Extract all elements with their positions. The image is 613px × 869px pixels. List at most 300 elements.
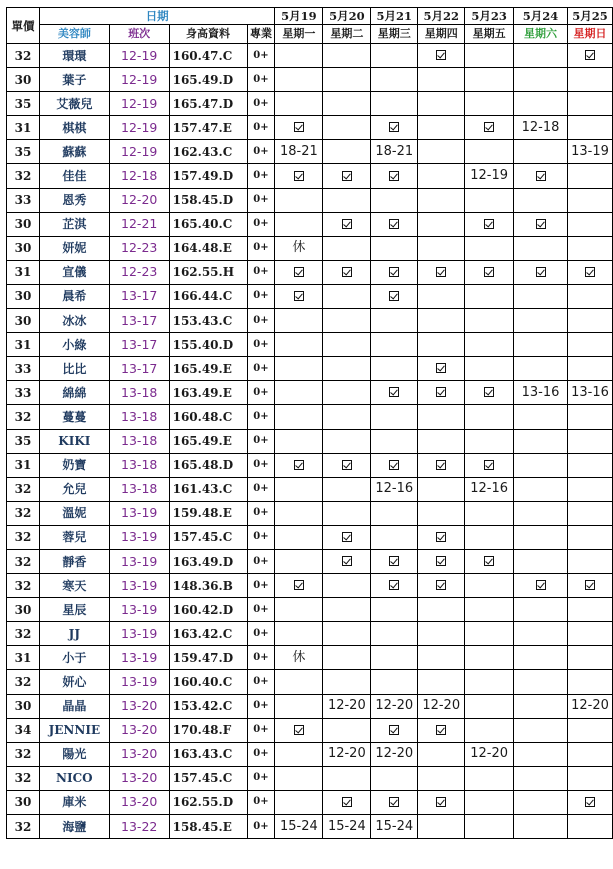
stylist-name-cell: 星辰 bbox=[39, 598, 109, 622]
shift-cell: 13-18 bbox=[109, 429, 169, 453]
schedule-cell bbox=[371, 381, 418, 405]
schedule-cell bbox=[514, 790, 568, 814]
stylist-name-cell: NICO bbox=[39, 766, 109, 790]
schedule-cell bbox=[418, 405, 465, 429]
shift-cell: 12-19 bbox=[109, 68, 169, 92]
schedule-cell bbox=[418, 188, 465, 212]
schedule-cell bbox=[275, 92, 323, 116]
schedule-cell bbox=[514, 718, 568, 742]
schedule-cell bbox=[567, 790, 612, 814]
stylist-header: 美容師 bbox=[39, 25, 109, 44]
schedule-cell bbox=[275, 429, 323, 453]
schedule-cell bbox=[418, 501, 465, 525]
schedule-cell bbox=[275, 405, 323, 429]
price-cell: 30 bbox=[7, 598, 40, 622]
day-date: 5月19 bbox=[275, 8, 323, 25]
checkbox-checked-icon bbox=[389, 556, 399, 566]
schedule-cell bbox=[371, 525, 418, 549]
table-row bbox=[7, 718, 613, 742]
shift-cell: 13-22 bbox=[109, 815, 169, 839]
height-info-cell: 153.43.C bbox=[169, 309, 247, 333]
professional-cell: 0+ bbox=[247, 357, 275, 381]
height-info-cell: 159.47.D bbox=[169, 646, 247, 670]
schedule-cell bbox=[465, 501, 514, 525]
professional-cell: 0+ bbox=[247, 477, 275, 501]
checkbox-checked-icon bbox=[436, 797, 446, 807]
checkbox-checked-icon bbox=[294, 291, 304, 301]
schedule-cell bbox=[465, 333, 514, 357]
price-cell: 32 bbox=[7, 766, 40, 790]
shift-cell: 12-19 bbox=[109, 44, 169, 68]
schedule-cell bbox=[465, 381, 514, 405]
schedule-cell bbox=[514, 333, 568, 357]
schedule-cell bbox=[371, 574, 418, 598]
weekday-label: 星期四 bbox=[418, 25, 465, 44]
shift-cell: 13-17 bbox=[109, 309, 169, 333]
schedule-cell bbox=[465, 525, 514, 549]
table-row bbox=[7, 68, 613, 92]
height-info-cell: 163.49.E bbox=[169, 381, 247, 405]
schedule-cell bbox=[514, 549, 568, 573]
stylist-name-cell: 陽光 bbox=[39, 742, 109, 766]
schedule-cell: 15-24 bbox=[323, 815, 371, 839]
schedule-cell bbox=[371, 188, 418, 212]
height-info-cell: 162.55.H bbox=[169, 260, 247, 284]
schedule-cell bbox=[323, 405, 371, 429]
schedule-cell bbox=[567, 429, 612, 453]
price-cell: 32 bbox=[7, 549, 40, 573]
table-row bbox=[7, 164, 613, 188]
height-info-cell: 162.55.D bbox=[169, 790, 247, 814]
stylist-name-cell: 芷淇 bbox=[39, 212, 109, 236]
schedule-cell bbox=[275, 598, 323, 622]
schedule-cell bbox=[323, 140, 371, 164]
professional-cell: 0+ bbox=[247, 44, 275, 68]
shift-cell: 13-19 bbox=[109, 525, 169, 549]
table-row bbox=[7, 670, 613, 694]
schedule-cell: 18-21 bbox=[371, 140, 418, 164]
schedule-cell bbox=[371, 766, 418, 790]
schedule-cell bbox=[275, 694, 323, 718]
schedule-cell bbox=[465, 260, 514, 284]
price-cell: 31 bbox=[7, 260, 40, 284]
height-info-cell: 165.40.C bbox=[169, 212, 247, 236]
weekday-label: 星期一 bbox=[275, 25, 323, 44]
professional-cell: 0+ bbox=[247, 622, 275, 646]
stylist-name-cell: 艾薇兒 bbox=[39, 92, 109, 116]
shift-cell: 12-23 bbox=[109, 260, 169, 284]
schedule-cell bbox=[418, 309, 465, 333]
shift-cell: 12-23 bbox=[109, 236, 169, 260]
price-cell: 31 bbox=[7, 453, 40, 477]
weekday-label-saturday: 星期六 bbox=[514, 25, 568, 44]
schedule-cell bbox=[418, 164, 465, 188]
checkbox-checked-icon bbox=[536, 219, 546, 229]
height-info-cell: 166.44.C bbox=[169, 284, 247, 308]
schedule-cell bbox=[465, 549, 514, 573]
checkbox-checked-icon bbox=[342, 797, 352, 807]
schedule-cell bbox=[418, 525, 465, 549]
table-row bbox=[7, 260, 613, 284]
schedule-cell bbox=[323, 429, 371, 453]
schedule-cell bbox=[323, 92, 371, 116]
price-cell: 30 bbox=[7, 212, 40, 236]
price-cell: 31 bbox=[7, 646, 40, 670]
professional-header: 專業 bbox=[247, 25, 275, 44]
price-cell: 35 bbox=[7, 140, 40, 164]
professional-cell: 0+ bbox=[247, 766, 275, 790]
professional-cell: 0+ bbox=[247, 694, 275, 718]
checkbox-checked-icon bbox=[342, 460, 352, 470]
schedule-cell: 12-20 bbox=[418, 694, 465, 718]
checkbox-checked-icon bbox=[294, 267, 304, 277]
checkbox-checked-icon bbox=[389, 219, 399, 229]
schedule-cell bbox=[275, 357, 323, 381]
stylist-name-cell: 允兒 bbox=[39, 477, 109, 501]
schedule-cell bbox=[323, 357, 371, 381]
price-cell: 30 bbox=[7, 790, 40, 814]
schedule-cell bbox=[323, 718, 371, 742]
schedule-cell bbox=[567, 116, 612, 140]
checkbox-checked-icon bbox=[389, 267, 399, 277]
checkbox-checked-icon bbox=[436, 363, 446, 373]
table-row bbox=[7, 357, 613, 381]
schedule-cell bbox=[567, 598, 612, 622]
checkbox-checked-icon bbox=[389, 460, 399, 470]
height-info-cell: 160.40.C bbox=[169, 670, 247, 694]
professional-cell: 0+ bbox=[247, 284, 275, 308]
schedule-cell bbox=[371, 646, 418, 670]
table-row bbox=[7, 766, 613, 790]
schedule-cell bbox=[418, 670, 465, 694]
schedule-cell bbox=[418, 429, 465, 453]
day-date: 5月25 bbox=[567, 8, 612, 25]
table-row bbox=[7, 598, 613, 622]
schedule-cell bbox=[465, 790, 514, 814]
price-cell: 30 bbox=[7, 284, 40, 308]
schedule-cell bbox=[465, 92, 514, 116]
schedule-cell bbox=[371, 212, 418, 236]
schedule-cell bbox=[323, 670, 371, 694]
schedule-cell bbox=[275, 670, 323, 694]
table-row bbox=[7, 309, 613, 333]
schedule-cell bbox=[465, 670, 514, 694]
schedule-cell: 12-20 bbox=[567, 694, 612, 718]
shift-cell: 13-18 bbox=[109, 453, 169, 477]
schedule-cell: 12-20 bbox=[323, 742, 371, 766]
schedule-cell: 休 bbox=[275, 646, 323, 670]
professional-cell: 0+ bbox=[247, 309, 275, 333]
schedule-cell bbox=[418, 549, 465, 573]
checkbox-checked-icon bbox=[536, 267, 546, 277]
shift-cell: 13-17 bbox=[109, 333, 169, 357]
table-row bbox=[7, 815, 613, 839]
height-info-cell: 170.48.F bbox=[169, 718, 247, 742]
professional-cell: 0+ bbox=[247, 68, 275, 92]
height-info-cell: 157.47.E bbox=[169, 116, 247, 140]
height-info-cell: 165.49.E bbox=[169, 357, 247, 381]
schedule-cell bbox=[371, 405, 418, 429]
schedule-cell bbox=[275, 742, 323, 766]
schedule-cell: 12-20 bbox=[465, 742, 514, 766]
schedule-cell bbox=[514, 236, 568, 260]
schedule-cell bbox=[567, 501, 612, 525]
shift-cell: 12-19 bbox=[109, 116, 169, 140]
height-info-cell: 160.42.D bbox=[169, 598, 247, 622]
schedule-cell bbox=[275, 68, 323, 92]
schedule-cell bbox=[323, 284, 371, 308]
checkbox-checked-icon bbox=[342, 556, 352, 566]
professional-cell: 0+ bbox=[247, 429, 275, 453]
schedule-cell bbox=[418, 333, 465, 357]
checkbox-checked-icon bbox=[294, 460, 304, 470]
schedule-cell bbox=[275, 188, 323, 212]
schedule-cell bbox=[514, 670, 568, 694]
schedule-cell bbox=[514, 574, 568, 598]
shift-cell: 12-21 bbox=[109, 212, 169, 236]
professional-cell: 0+ bbox=[247, 92, 275, 116]
schedule-cell bbox=[371, 501, 418, 525]
schedule-cell bbox=[514, 44, 568, 68]
schedule-cell bbox=[275, 284, 323, 308]
schedule-cell bbox=[418, 574, 465, 598]
height-info-cell: 164.48.E bbox=[169, 236, 247, 260]
table-row bbox=[7, 212, 613, 236]
checkbox-checked-icon bbox=[484, 460, 494, 470]
table-row bbox=[7, 453, 613, 477]
schedule-cell bbox=[567, 309, 612, 333]
checkbox-checked-icon bbox=[294, 580, 304, 590]
checkbox-checked-icon bbox=[436, 267, 446, 277]
schedule-cell bbox=[418, 718, 465, 742]
shift-cell: 13-20 bbox=[109, 694, 169, 718]
price-cell: 31 bbox=[7, 333, 40, 357]
table-row bbox=[7, 405, 613, 429]
shift-cell: 12-19 bbox=[109, 140, 169, 164]
stylist-name-cell: 蓉兒 bbox=[39, 525, 109, 549]
schedule-cell bbox=[514, 742, 568, 766]
checkbox-checked-icon bbox=[436, 387, 446, 397]
height-info-cell: 165.49.E bbox=[169, 429, 247, 453]
schedule-cell bbox=[371, 718, 418, 742]
schedule-cell bbox=[514, 598, 568, 622]
stylist-name-cell: 靜香 bbox=[39, 549, 109, 573]
schedule-cell bbox=[514, 405, 568, 429]
height-info-cell: 160.48.C bbox=[169, 405, 247, 429]
checkbox-checked-icon bbox=[294, 122, 304, 132]
professional-cell: 0+ bbox=[247, 164, 275, 188]
schedule-cell bbox=[567, 453, 612, 477]
schedule-cell bbox=[371, 44, 418, 68]
height-info-cell: 157.45.C bbox=[169, 525, 247, 549]
checkbox-checked-icon bbox=[585, 580, 595, 590]
table-row bbox=[7, 236, 613, 260]
stylist-name-cell: 宣儀 bbox=[39, 260, 109, 284]
stylist-name-cell: 溫妮 bbox=[39, 501, 109, 525]
professional-cell: 0+ bbox=[247, 670, 275, 694]
unit-price-header: 單價 bbox=[7, 8, 40, 44]
professional-cell: 0+ bbox=[247, 140, 275, 164]
stylist-name-cell: 佳佳 bbox=[39, 164, 109, 188]
checkbox-checked-icon bbox=[389, 291, 399, 301]
schedule-cell bbox=[465, 284, 514, 308]
schedule-cell bbox=[371, 284, 418, 308]
schedule-cell bbox=[514, 212, 568, 236]
checkbox-checked-icon bbox=[484, 219, 494, 229]
schedule-cell bbox=[465, 766, 514, 790]
header-row-labels bbox=[7, 25, 613, 44]
shift-cell: 13-19 bbox=[109, 574, 169, 598]
stylist-name-cell: 庫米 bbox=[39, 790, 109, 814]
shift-cell: 13-19 bbox=[109, 598, 169, 622]
schedule-cell bbox=[567, 236, 612, 260]
schedule-cell bbox=[514, 429, 568, 453]
schedule-cell bbox=[567, 164, 612, 188]
checkbox-checked-icon bbox=[436, 725, 446, 735]
schedule-cell bbox=[418, 236, 465, 260]
price-cell: 32 bbox=[7, 574, 40, 598]
schedule-cell bbox=[418, 477, 465, 501]
shift-cell: 13-18 bbox=[109, 405, 169, 429]
price-cell: 32 bbox=[7, 477, 40, 501]
stylist-name-cell: 妍妮 bbox=[39, 236, 109, 260]
shift-cell: 13-18 bbox=[109, 477, 169, 501]
checkbox-checked-icon bbox=[342, 532, 352, 542]
schedule-cell bbox=[418, 212, 465, 236]
table-row bbox=[7, 140, 613, 164]
schedule-cell bbox=[275, 333, 323, 357]
checkbox-checked-icon bbox=[484, 387, 494, 397]
schedule-cell bbox=[514, 694, 568, 718]
height-info-cell: 157.45.C bbox=[169, 766, 247, 790]
weekday-label: 星期五 bbox=[465, 25, 514, 44]
schedule-cell bbox=[418, 815, 465, 839]
height-info-cell: 165.47.D bbox=[169, 92, 247, 116]
schedule-cell bbox=[371, 116, 418, 140]
professional-cell: 0+ bbox=[247, 212, 275, 236]
schedule-cell bbox=[275, 718, 323, 742]
schedule-cell bbox=[275, 453, 323, 477]
checkbox-checked-icon bbox=[294, 171, 304, 181]
schedule-cell bbox=[275, 766, 323, 790]
schedule-cell bbox=[371, 68, 418, 92]
schedule-cell: 12-19 bbox=[465, 164, 514, 188]
schedule-cell bbox=[418, 766, 465, 790]
schedule-cell bbox=[323, 622, 371, 646]
schedule-cell: 休 bbox=[275, 236, 323, 260]
schedule-cell bbox=[418, 140, 465, 164]
schedule-cell: 15-24 bbox=[371, 815, 418, 839]
schedule-cell: 13-19 bbox=[567, 140, 612, 164]
schedule-cell bbox=[323, 309, 371, 333]
shift-cell: 13-20 bbox=[109, 742, 169, 766]
schedule-cell bbox=[275, 790, 323, 814]
table-row bbox=[7, 501, 613, 525]
schedule-cell bbox=[465, 140, 514, 164]
schedule-cell bbox=[371, 260, 418, 284]
checkbox-checked-icon bbox=[342, 171, 352, 181]
schedule-cell: 13-16 bbox=[514, 381, 568, 405]
schedule-cell bbox=[465, 236, 514, 260]
professional-cell: 0+ bbox=[247, 333, 275, 357]
table-row bbox=[7, 92, 613, 116]
schedule-cell bbox=[323, 164, 371, 188]
schedule-cell bbox=[418, 790, 465, 814]
schedule-cell bbox=[418, 68, 465, 92]
stylist-name-cell: 比比 bbox=[39, 357, 109, 381]
table-row bbox=[7, 622, 613, 646]
price-cell: 32 bbox=[7, 405, 40, 429]
table-row bbox=[7, 188, 613, 212]
height-info-cell: 155.40.D bbox=[169, 333, 247, 357]
checkbox-checked-icon bbox=[536, 580, 546, 590]
shift-cell: 12-20 bbox=[109, 188, 169, 212]
schedule-cell bbox=[567, 333, 612, 357]
professional-cell: 0+ bbox=[247, 525, 275, 549]
stylist-name-cell: 環環 bbox=[39, 44, 109, 68]
schedule-cell bbox=[418, 646, 465, 670]
table-row bbox=[7, 790, 613, 814]
schedule-cell bbox=[567, 670, 612, 694]
shift-cell: 13-18 bbox=[109, 381, 169, 405]
professional-cell: 0+ bbox=[247, 405, 275, 429]
checkbox-checked-icon bbox=[389, 797, 399, 807]
schedule-cell bbox=[275, 501, 323, 525]
schedule-cell bbox=[567, 44, 612, 68]
schedule-cell bbox=[567, 68, 612, 92]
schedule-cell bbox=[275, 212, 323, 236]
shift-cell: 13-19 bbox=[109, 670, 169, 694]
checkbox-checked-icon bbox=[484, 556, 494, 566]
schedule-cell bbox=[418, 116, 465, 140]
professional-cell: 0+ bbox=[247, 718, 275, 742]
schedule-cell bbox=[514, 453, 568, 477]
schedule-cell bbox=[371, 622, 418, 646]
schedule-cell bbox=[567, 357, 612, 381]
table-row bbox=[7, 381, 613, 405]
schedule-cell: 12-20 bbox=[371, 742, 418, 766]
shift-cell: 13-20 bbox=[109, 790, 169, 814]
schedule-cell bbox=[323, 525, 371, 549]
schedule-cell bbox=[371, 429, 418, 453]
professional-cell: 0+ bbox=[247, 790, 275, 814]
schedule-cell bbox=[567, 405, 612, 429]
schedule-cell bbox=[567, 574, 612, 598]
header-row-dates bbox=[7, 8, 613, 25]
schedule-cell bbox=[465, 815, 514, 839]
date-header: 日期 bbox=[39, 8, 275, 25]
checkbox-checked-icon bbox=[484, 122, 494, 132]
table-row bbox=[7, 574, 613, 598]
schedule-cell bbox=[465, 646, 514, 670]
schedule-cell bbox=[567, 718, 612, 742]
schedule-cell bbox=[275, 260, 323, 284]
checkbox-checked-icon bbox=[342, 219, 352, 229]
schedule-cell bbox=[275, 309, 323, 333]
schedule-cell bbox=[275, 44, 323, 68]
price-cell: 35 bbox=[7, 92, 40, 116]
schedule-cell bbox=[323, 116, 371, 140]
checkbox-checked-icon bbox=[389, 580, 399, 590]
stylist-name-cell: 奶寶 bbox=[39, 453, 109, 477]
schedule-cell bbox=[371, 309, 418, 333]
schedule-cell: 18-21 bbox=[275, 140, 323, 164]
weekday-label: 星期二 bbox=[323, 25, 371, 44]
schedule-cell bbox=[465, 309, 514, 333]
schedule-cell bbox=[418, 284, 465, 308]
schedule-cell bbox=[514, 68, 568, 92]
schedule-cell bbox=[418, 44, 465, 68]
